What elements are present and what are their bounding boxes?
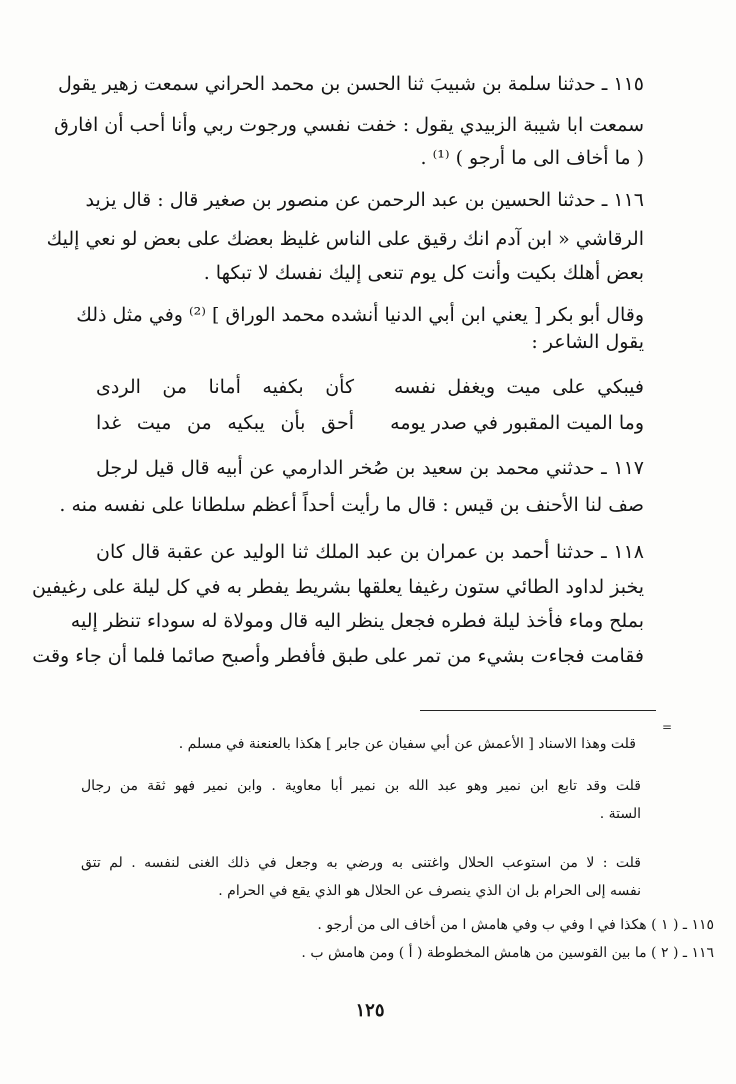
paragraph-116-line-2: الرقاشي « ابن آدم انك رقيق على الناس غليظ بعضك على بعض لو نعي إليك	[46, 228, 644, 250]
abubakr-line-2: يقول الشاعر :	[531, 331, 644, 353]
footnote-3-line-1: قلت : لا من استوعب الحلال واغتنى به ورضي به وجعل في ذلك الغنى لنفسه . لم تتق	[81, 855, 641, 871]
verse-1-first-hemistich: فيبكي على ميت ويغفل نفسه	[394, 376, 644, 398]
footnote-separator	[420, 710, 656, 711]
verse-2-first-hemistich: وما الميت المقبور في صدر يومه	[390, 412, 644, 434]
paragraph-115-line-2: سمعت ابا شيبة الزبيدي يقول : خفت نفسي ورجوت ربي وأنا أحب أن افارق	[54, 114, 644, 136]
paragraph-116-line-1: ١١٦ ـ حدثنا الحسين بن عبد الرحمن عن منصور بن صغير قال : قال يزيد	[85, 189, 644, 211]
paragraph-116-line-3: بعض أهلك بكيت وأنت كل يوم تنعى إليك نفسك لا تبكها .	[203, 262, 644, 284]
verse-2-second-hemistich: أحق بأن يبكيه من ميت غدا	[96, 412, 354, 434]
continuation-marker: =	[662, 720, 673, 734]
paragraph-117-line-2: صف لنا الأحنف بن قيس : قال ما رأيت أحداً أعظم سلطانا على نفسه منه .	[59, 494, 644, 516]
paragraph-118-line-1: ١١٨ ـ حدثنا أحمد بن عمران بن عبد الملك ثنا الوليد عن عقبة قال كان	[96, 541, 644, 563]
abubakr-line-1: وقال أبو بكر [ يعني ابن أبي الدنيا أنشده محمد الوراق ] ⁽²⁾ وفي مثل ذلك	[76, 304, 644, 326]
footnote-ref-115: ١١٥ ـ ( ١ ) هكذا في ا وفي ب وفي هامش ا من أخاف الى من أرجو .	[317, 917, 714, 933]
paragraph-115-line-1: ١١٥ ـ حدثنا سلمة بن شبيبَ ثنا الحسن بن محمد الحراني سمعت زهير يقول	[58, 73, 644, 95]
paragraph-118-line-2: يخبز لداود الطائي ستون رغيفا يعلقها بشريط يفطر به في كل ليلة على رغيفين	[31, 576, 644, 598]
verse-1-second-hemistich: كأن بكفيه أمانا من الردى	[96, 376, 354, 398]
paragraph-118-line-4: فقامت فجاءت بشيء من تمر على طبق فأفطر وأصبح صائما فلما أن جاء وقت	[32, 645, 644, 667]
footnote-3-line-2: نفسه إلى الحرام بل ان الذي ينصرف عن الحلال هو الذي يقع في الحرام .	[218, 883, 641, 899]
footnote-ref-116: ١١٦ ـ ( ٢ ) ما بين القوسين من هامش المخطوطة ( أ ) ومن هامش ب .	[301, 945, 714, 961]
paragraph-115-line-3: ( ما أخاف الى ما أرجو ) ⁽¹⁾ .	[420, 147, 644, 169]
paragraph-118-line-3: بملح وماء فأخذ ليلة فطره فجعل ينظر اليه قال ومولاة له سوداء تنظر إليه	[70, 610, 644, 632]
footnote-2-line-1: قلت وقد تابع ابن نمير وهو عبد الله بن نمير أبا معاوية . وابن نمير فهو ثقة من رجال	[81, 778, 641, 794]
footnote-2-line-2: الستة .	[599, 806, 641, 822]
paragraph-117-line-1: ١١٧ ـ حدثني محمد بن سعيد بن صُخر الدارمي عن أبيه قال قيل لرجل	[96, 457, 644, 479]
footnote-1: قلت وهذا الاسناد [ الأعمش عن أبي سفيان عن جابر ] هكذا بالعنعنة في مسلم .	[178, 736, 636, 752]
page-number: ١٢٥	[355, 1000, 385, 1021]
